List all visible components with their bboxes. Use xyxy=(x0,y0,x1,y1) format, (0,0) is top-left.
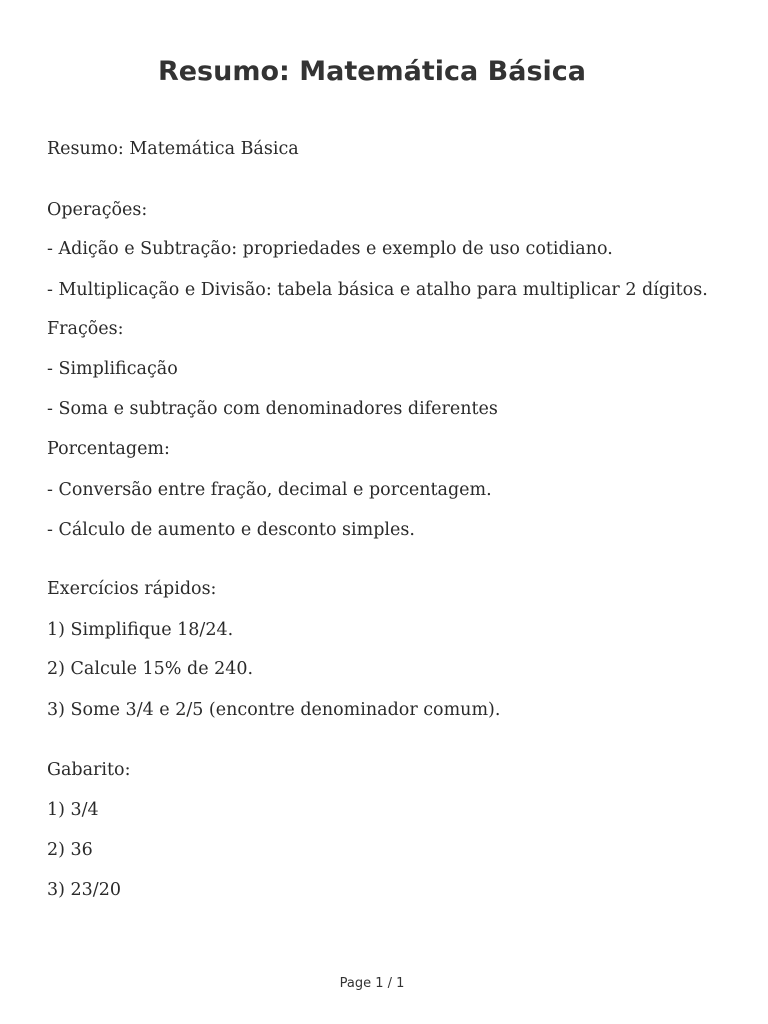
list-item: - Simplificação xyxy=(47,359,178,379)
section-heading-fracoes: Frações: xyxy=(47,319,124,339)
section-heading-gabarito: Gabarito: xyxy=(47,760,131,780)
exercise-item: 2) Calcule 15% de 240. xyxy=(47,659,254,679)
list-item: - Adição e Subtração: propriedades e exemplo de uso cotidiano. xyxy=(47,239,613,259)
answer-item: 1) 3/4 xyxy=(47,800,99,820)
answer-item: 2) 36 xyxy=(47,840,93,860)
answer-item: 3) 23/20 xyxy=(47,880,121,900)
section-heading-operacoes: Operações: xyxy=(47,200,148,220)
list-item: - Cálculo de aumento e desconto simples. xyxy=(47,520,415,540)
list-item: - Soma e subtração com denominadores diferentes xyxy=(47,399,498,419)
exercise-item: 1) Simplifique 18/24. xyxy=(47,620,234,640)
document-title: Resumo: Matemática Básica xyxy=(157,56,587,87)
list-item: - Multiplicação e Divisão: tabela básica e atalho para multiplicar 2 dígitos. xyxy=(47,280,708,300)
intro-heading: Resumo: Matemática Básica xyxy=(47,139,299,159)
section-heading-porcentagem: Porcentagem: xyxy=(47,439,170,459)
section-heading-exercicios: Exercícios rápidos: xyxy=(47,579,217,599)
exercise-item: 3) Some 3/4 e 2/5 (encontre denominador comum). xyxy=(47,700,501,720)
page-number-footer: Page 1 / 1 xyxy=(339,976,405,991)
list-item: - Conversão entre fração, decimal e porcentagem. xyxy=(47,480,492,500)
